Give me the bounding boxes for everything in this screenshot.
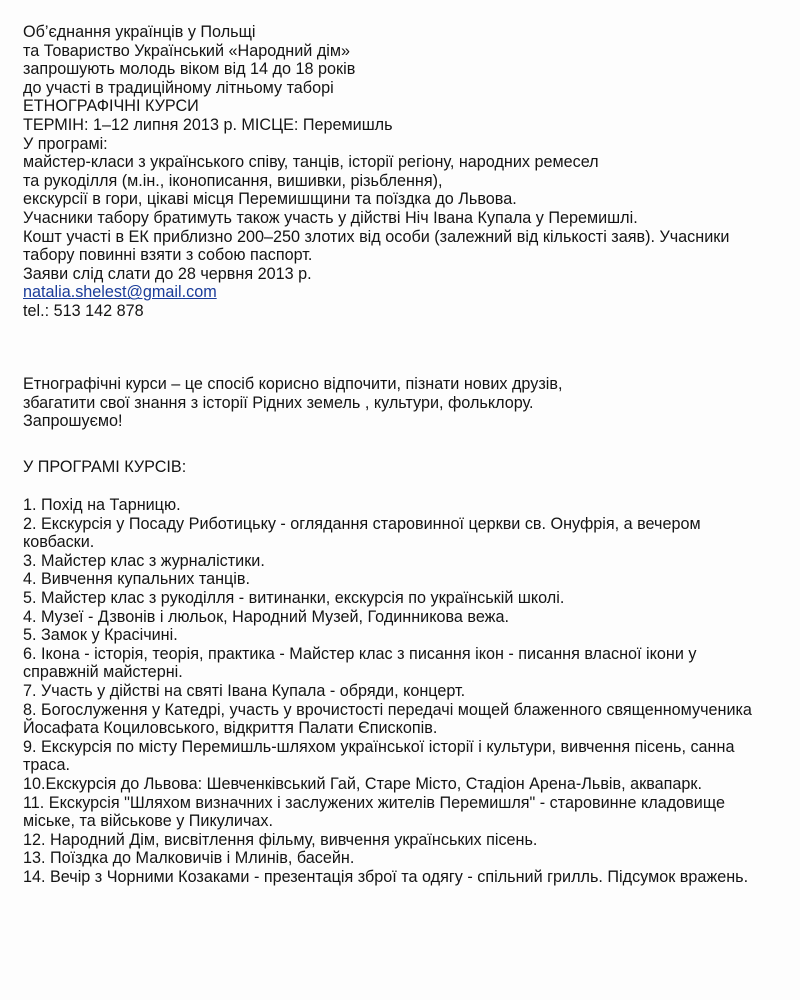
- description-line: Етнографічні курси – це спосіб корисно відпочити, пізнати нових друзів,: [23, 375, 563, 393]
- program-list-item: 9. Екскурсія по місту Перемишль-шляхом української історії і культури, вивчення пісень, санна: [23, 737, 735, 756]
- program-intro-label: У програмі:: [23, 134, 108, 153]
- cost-note: Кошт участі в ЕК приблизно 200–250 злотих від особи (залежний від кількості заяв). Учасники: [23, 227, 730, 246]
- program-list-item: 14. Вечір з Чорними Козаками - презентація зброї та одягу - спільний грилль. Підсумок вражень.: [23, 867, 749, 886]
- program-heading: У ПРОГРАМІ КУРСІВ:: [23, 458, 187, 476]
- dates-and-place: ТЕРМІН: 1–12 липня 2013 р. МІСЦЕ: Перемишль: [23, 115, 393, 134]
- program-list-item: 4. Музеї - Дзвонів і люльок, Народний Музей, Годинникова вежа.: [23, 607, 509, 626]
- program-summary-line: екскурсії в гори, цікаві місця Перемишщини та поїздка до Львова.: [23, 190, 517, 209]
- program-list-item: траса.: [23, 756, 71, 775]
- program-summary-line: та рукоділля (м.ін., іконописання, вишивки, різьблення),: [23, 171, 443, 190]
- program-list: [23, 496, 793, 886]
- program-list-item: ковбаски.: [23, 533, 95, 552]
- invitation-closing: Запрошуємо!: [23, 412, 123, 431]
- description-block: [23, 375, 793, 431]
- invitation-line: та Товариство Український «Народний дім»: [23, 41, 351, 60]
- program-list-item: 4. Вивчення купальних танців.: [23, 570, 251, 589]
- program-list-item: 6. Ікона - історія, теорія, практика - Майстер клас з писання ікон - писання власної ікони у: [23, 644, 697, 663]
- program-list-item: справжній майстерні.: [23, 663, 183, 682]
- program-list-item: 5. Майстер клас з рукоділля - витинанки, екскурсія по українській школі.: [23, 588, 565, 607]
- program-list-item: 2. Екскурсія у Посаду Риботицьку - оглядання старовинної церкви св. Онуфрія, а вечером: [23, 514, 701, 533]
- invitation-line: запрошують молодь віком від 14 до 18 років: [23, 60, 356, 79]
- program-list-item: 3. Майстер клас з журналістики.: [23, 551, 265, 570]
- program-list-item: 13. Поїздка до Малковичів і Млинів, басейн.: [23, 849, 355, 868]
- contact-phone: tel.: 513 142 878: [23, 301, 144, 320]
- contact-email-link[interactable]: natalia.shelest@gmail.com: [23, 283, 217, 302]
- invitation-line: Об’єднання українців у Польщі: [23, 23, 256, 41]
- passport-note: табору повинні взяти з собою паспорт.: [23, 246, 313, 265]
- camp-title: ЕТНОГРАФІЧНІ КУРСИ: [23, 97, 199, 116]
- program-list-item: 8. Богослуження у Катедрі, участь у врочистості передачі мощей блаженного священномученика: [23, 700, 752, 719]
- kupala-note: Учасники табору братимуть також участь у дійстві Ніч Івана Купала у Перемишлі.: [23, 208, 638, 227]
- invitation-line: до участі в традиційному літньому таборі: [23, 78, 334, 97]
- program-list-item: 10.Екскурсія до Львова: Шевченківський Гай, Старе Місто, Стадіон Арена-Львів, аквапарк.: [23, 774, 702, 793]
- program-list-item: 11. Екскурсія "Шляхом визначних і заслужених жителів Перемишля" - старовинне кладовище: [23, 793, 725, 812]
- description-line: збагатити свої знання з історії Рідних земель , культури, фольклору.: [23, 393, 534, 412]
- program-list-item: 7. Участь у дійстві на святі Івана Купала - обряди, концерт.: [23, 681, 466, 700]
- program-list-item: 1. Похід на Тарницю.: [23, 496, 181, 514]
- program-list-item: 12. Народний Дім, висвітлення фільму, вивчення українських пісень.: [23, 830, 538, 849]
- program-summary-line: майстер-класи з українського співу, танців, історії регіону, народних ремесел: [23, 153, 599, 172]
- program-list-item: 5. Замок у Красічині.: [23, 626, 178, 645]
- program-list-item: міське, та військове у Пикуличах.: [23, 812, 273, 831]
- invitation-block: [23, 23, 793, 321]
- program-list-item: Йосафата Коциловського, відкриття Палати Єпископів.: [23, 719, 438, 738]
- deadline-note: Заяви слід слати до 28 червня 2013 р.: [23, 264, 312, 283]
